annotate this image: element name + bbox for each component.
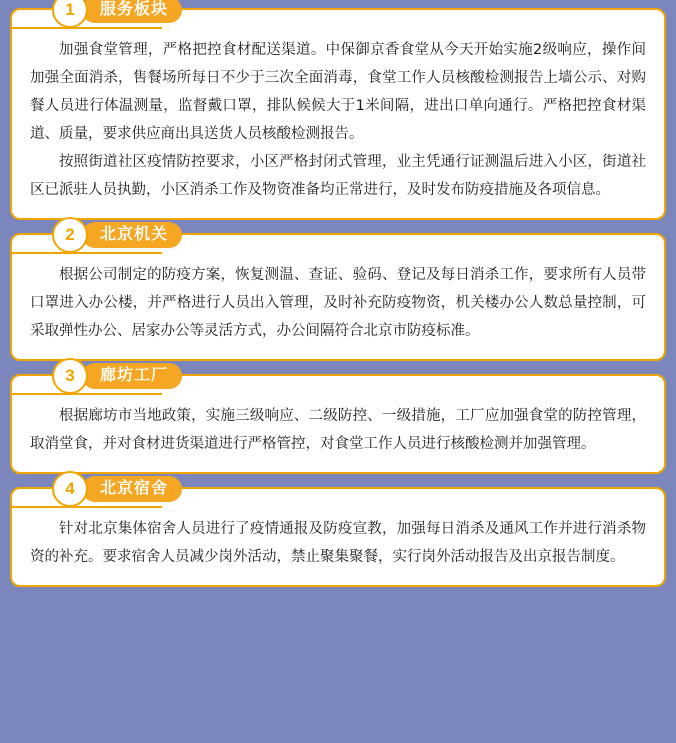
section-title: 北京宿舍 <box>82 476 182 502</box>
section-title: 服务板块 <box>82 0 182 23</box>
section-title: 廊坊工厂 <box>82 363 182 389</box>
section-number-badge: 4 <box>52 471 88 507</box>
section-paragraph: 根据廊坊市当地政策，实施三级响应、二级防控、一级措施，工厂应加强食堂的防控管理，取消堂食，并对食材进货渠道进行严格管控，对食堂工作人员进行核酸检测并加强管理。 <box>30 408 646 452</box>
section-header <box>52 471 182 507</box>
section-number-badge: 1 <box>52 0 88 28</box>
section-header <box>52 0 182 28</box>
section-header <box>52 358 182 394</box>
title-connector-line <box>12 506 162 508</box>
section-beijing-office <box>10 225 666 361</box>
title-connector-line <box>12 27 162 29</box>
title-connector-line <box>12 393 162 395</box>
section-paragraph: 加强食堂管理，严格把控食材配送渠道。中保御京香食堂从今天开始实施2级响应，操作间加强全面消杀，售餐场所每日不少于三次全面消毒，食堂工作人员核酸检测报告上墙公示、对购餐人员进行体温测量，监督戴口罩，排队候候大于1米间隔，进出口单向通行。严格把控食材渠道、质量，要求供应商出具送货人员核酸检测报告。 <box>30 42 646 142</box>
section-beijing-dormitory <box>10 479 666 587</box>
section-paragraph: 针对北京集体宿舍人员进行了疫情通报及防疫宣教，加强每日消杀及通风工作并进行消杀物资的补充。要求宿舍人员减少岗外活动，禁止聚集聚餐，实行岗外活动报告及出京报告制度。 <box>30 521 646 565</box>
section-number-badge: 3 <box>52 358 88 394</box>
section-paragraph: 按照街道社区疫情防控要求，小区严格封闭式管理，业主凭通行证测温后进入小区，街道社区已派驻人员执勤，小区消杀工作及物资准备均正常进行，及时发布防疫措施及各项信息。 <box>30 154 646 198</box>
section-number-badge: 2 <box>52 217 88 253</box>
section-paragraph: 根据公司制定的防疫方案，恢复测温、查证、验码、登记及每日消杀工作，要求所有人员带口罩进入办公楼，并严格进行人员出入管理，及时补充防疫物资，机关楼办公人数总量控制，可采取弹性办公、居家办公等灵活方式，办公间隔符合北京市防疫标准。 <box>30 267 646 339</box>
section-header <box>52 217 182 253</box>
title-connector-line <box>12 252 162 254</box>
section-title: 北京机关 <box>82 222 182 248</box>
section-service-module <box>10 0 666 220</box>
section-langfang-factory <box>10 366 666 474</box>
